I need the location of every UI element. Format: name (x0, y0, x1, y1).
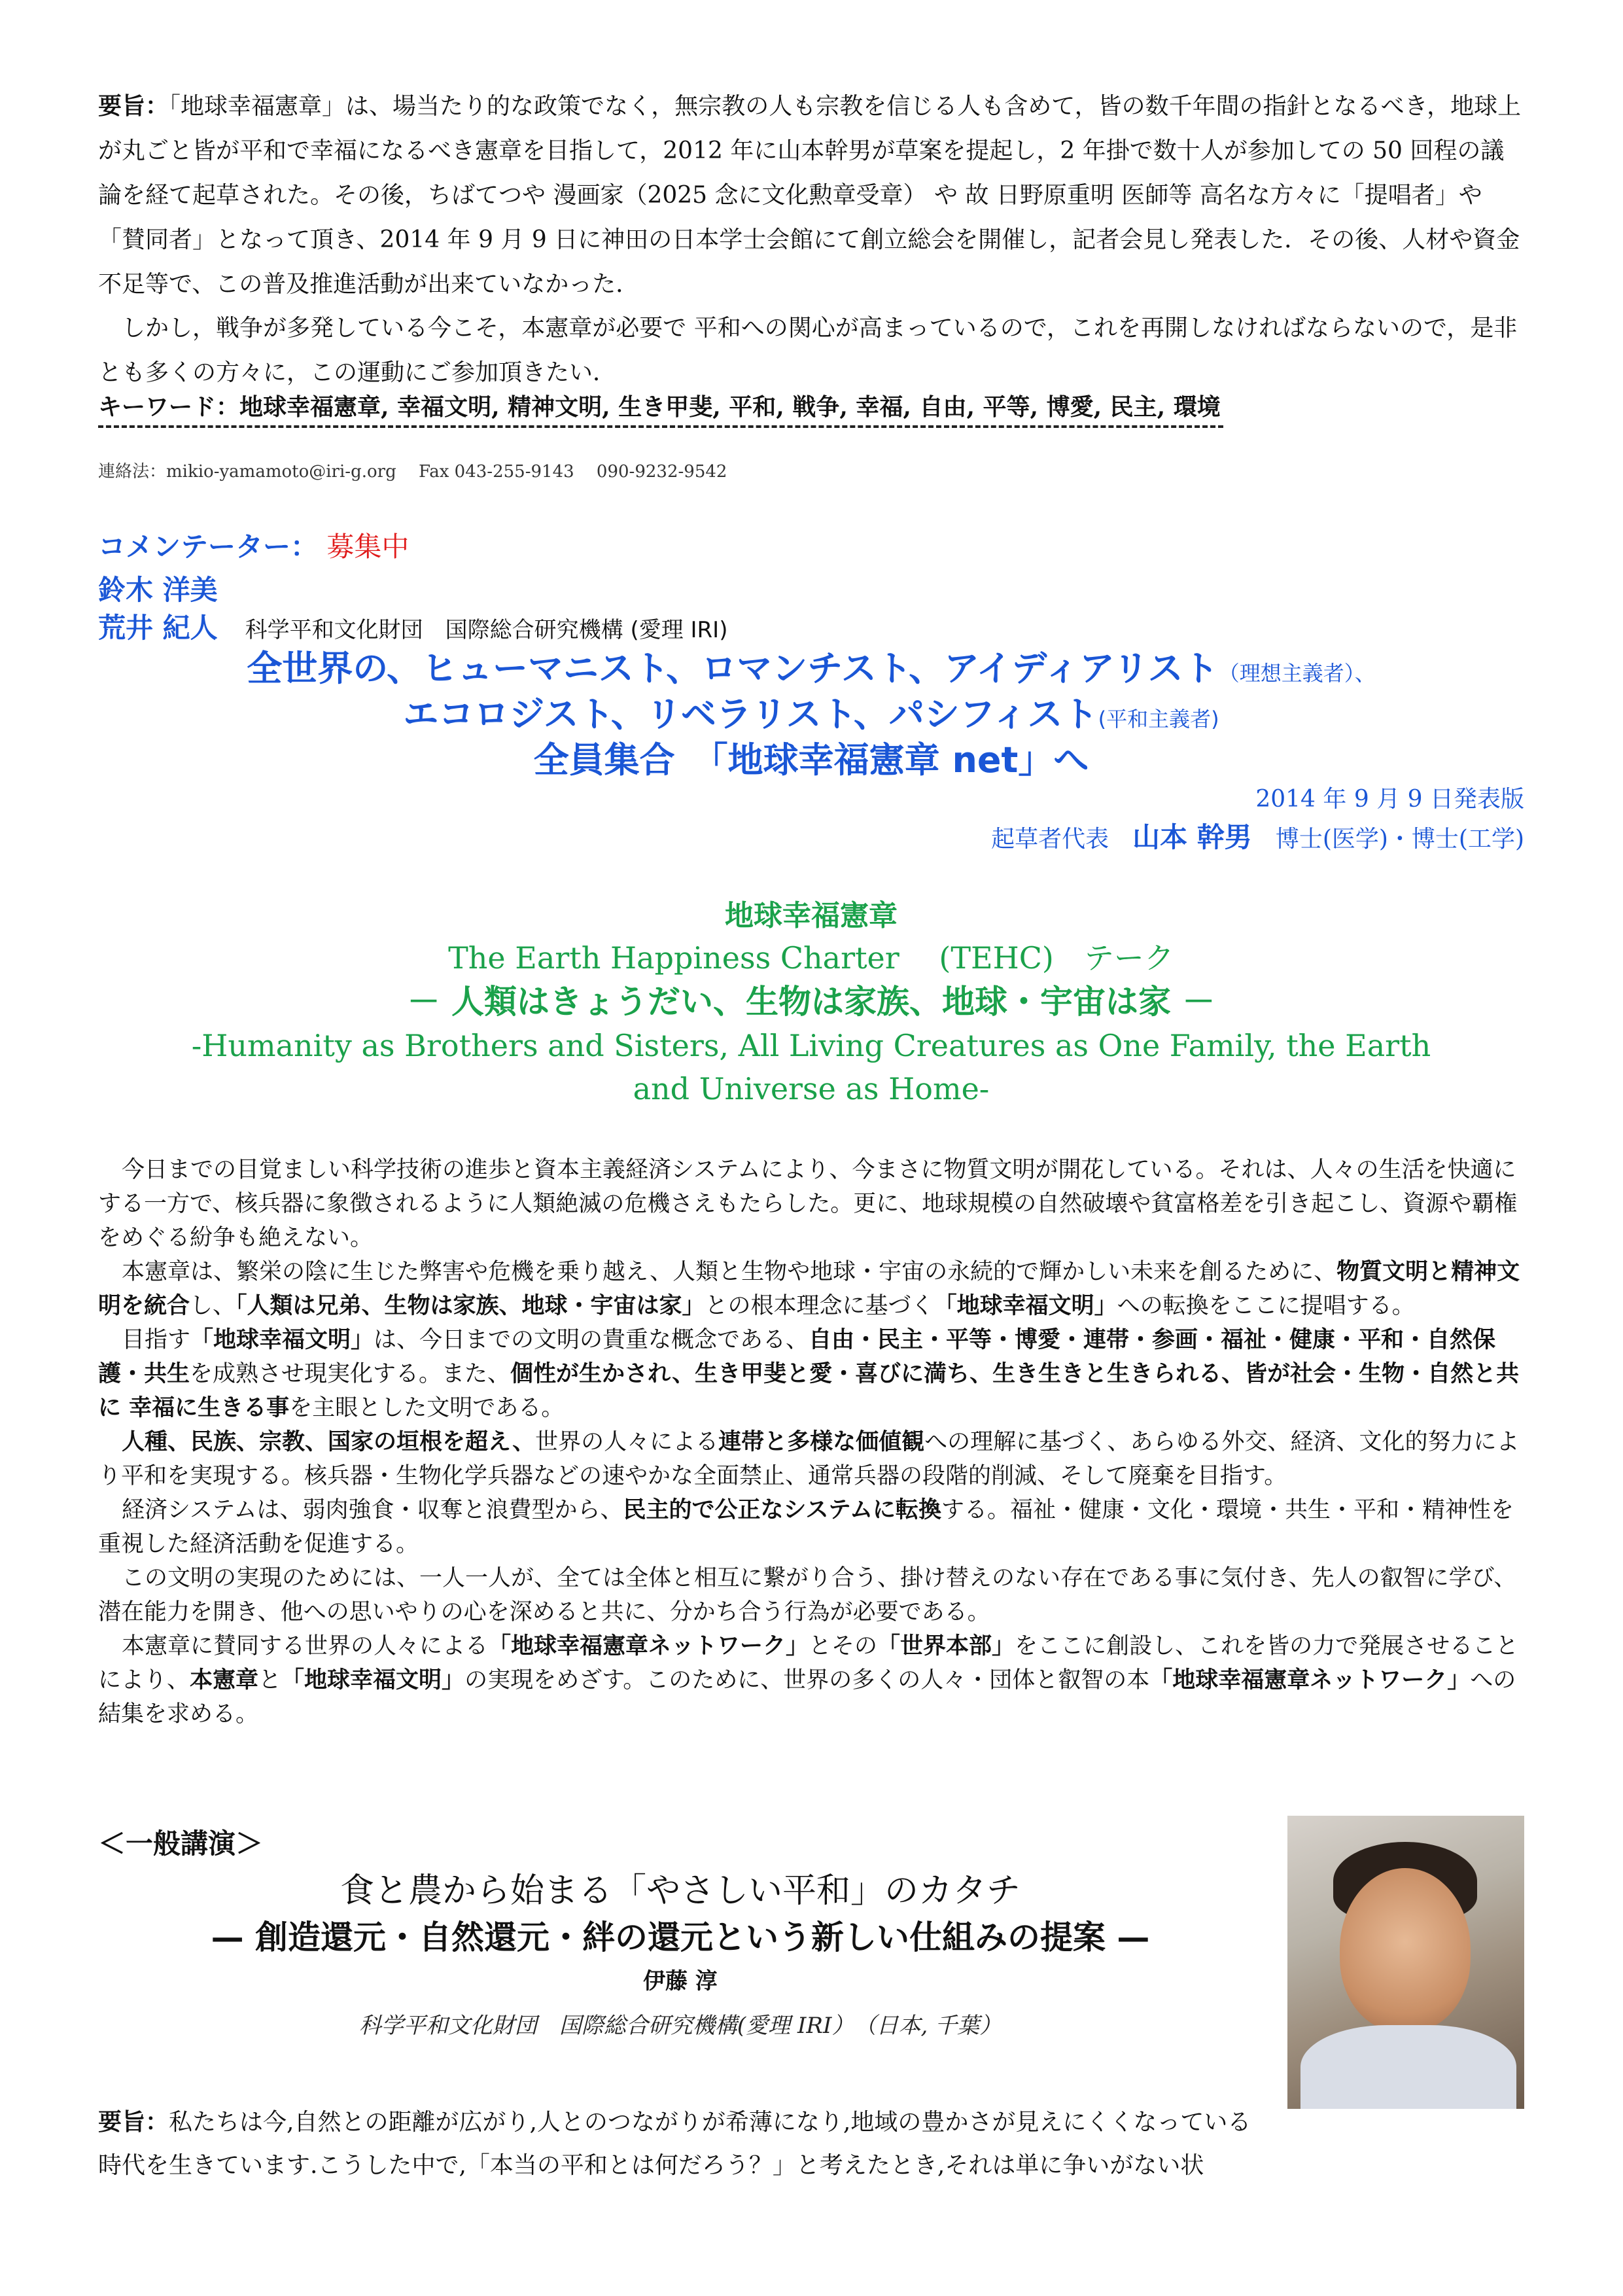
lecture-summary-text: 私たちは今,自然との距離が広がり,人とのつながりが希薄になり,地域の豊かさが見えにくくなっている時代を生きています.こうした中で,「本当の平和とは何だろう？」と考えたとき,それは単に争いがない状 (98, 2109, 1251, 2179)
summary-text: 「地球幸福憲章」は、場当たり的な政策でなく，無宗教の人も宗教を信じる人も含めて，皆の数千年間の指針となるべき，地球上が丸ごと皆が平和で幸福になるべき憲章を目指して，2012 年に山本幹男が草案を提起し，2 年掛で数十人が参加しての 50 回程の議論を経て起草された。その後，ちばてつや 漫画家（2025 念に文化勲章受章） や 故 日野原重明 医師等 高名な方々に「提唱者」や「賛同者」となって頂き、2014 年 9 月 9 日に神田の日本学士会館にて創立総会を開催し，記者会見し発表した．その後、人材や資金不足等で、この普及推進活動が出来ていなかった． (98, 93, 1522, 298)
lecturer-affiliation: 科学平和文化財団 国際総合研究機構(愛理 IRI） （日本, 千葉） (358, 2013, 1002, 2039)
lecturer-photo (1287, 1816, 1524, 2109)
charter-title-en: The Earth Happiness Charter (TEHC) テーク (448, 940, 1174, 976)
body-paragraph-1: 今日までの目覚ましい科学技術の進歩と資本主義経済システムにより、今まさに物質文明が開花している。それは、人々の生活を快適にする一方で、核兵器に象徴されるように人類絶滅の危機さえもたらした。更に、地球規模の自然破壊や貧富格差を引き起こし、資源や覇権をめぐる紛争も絶えない。 (98, 1157, 1518, 1251)
keywords-text: 地球幸福憲章, 幸福文明, 精神文明, 生き甲斐, 平和, 戦争, 幸福, 自由, 平等, 博愛, 民主, 環境 (239, 393, 1221, 421)
lecture-subtitle: — 創造還元・自然還元・絆の還元という新しい仕組みの提案 — (211, 1918, 1150, 1956)
author-line (98, 819, 1524, 858)
version-line: 2014 年 9 月 9 日発表版 (1255, 786, 1524, 813)
slogan-1-note: （理想主義者）、 (1218, 661, 1376, 686)
commentator-2-line (98, 610, 1524, 648)
author-label: 起草者代表 (991, 826, 1109, 853)
author-name: 山本 幹男 (1132, 821, 1252, 853)
lecture-title: 食と農から始まる「やさしい平和」のカタチ (340, 1871, 1021, 1911)
summary-paragraph-2: しかし，戦争が多発している今こそ，本憲章が必要で 平和への関心が高まっているので，これを再開しなければならないので，是非とも多くの方々に，この運動にご参加頂きたい． (98, 315, 1518, 386)
keywords-line (98, 391, 1524, 423)
charter-body (98, 1153, 1524, 1731)
body-paragraph-2: 本憲章は、繁栄の陰に生じた弊害や危機を乗り越え、人類と生物や地球・宇宙の永続的で輝かしい未来を創るために、物質文明と精神文明を統合し、「人類は兄弟、生物は家族、地球・宇宙は家」との根本理念に基づく「地球幸福文明」への転換をここに提唱する。 (98, 1259, 1520, 1319)
slogan-line-2 (98, 692, 1524, 741)
commentator-name-1: 鈴木 洋美 (98, 574, 218, 606)
slogan-2-note: (平和主義者) (1098, 707, 1219, 732)
keywords-label: キーワード： (98, 393, 240, 421)
lecturer-name: 伊藤 淳 (643, 1968, 718, 1994)
commentator-label: コメンテーター： (98, 531, 319, 563)
charter-subtitle-jp: － 人類はきょうだい、生物は家族、地球・宇宙は家 － (407, 983, 1215, 1021)
slogan-line-3: 全員集合 「地球幸福憲章 net」へ (533, 739, 1089, 781)
charter-subtitle-en-2: and Universe as Home- (633, 1071, 990, 1106)
author-title: 博士(医学)・博士(工学) (1275, 826, 1524, 853)
summary-paragraph (98, 84, 1524, 307)
slogan-line-1 (98, 646, 1524, 696)
slogan-1-text: 全世界の、ヒューマニスト、ロマンチスト、アイディアリスト (247, 648, 1219, 689)
body-paragraph-7: 本憲章に賛同する世界の人々による「地球幸福憲章ネットワーク」とその「世界本部」をここに創設し、これを皆の力で発展させることにより、本憲章と「地球幸福文明」の実現をめざす。このために、世界の多くの人々・団体と叡智の本「地球幸福憲章ネットワーク」への結集を求める。 (98, 1633, 1519, 1727)
commentator-line (98, 529, 1524, 565)
body-paragraph-5: 経済システムは、弱肉強食・収奪と浪費型から、民主的で公正なシステムに転換する。福祉・健康・文化・環境・共生・平和・精神性を重視した経済活動を促進する。 (98, 1497, 1514, 1557)
dashed-divider (98, 425, 1223, 428)
contact-line: 連絡法：mikio-yamamoto@iri-g.org Fax 043-255-9143 090-9232-9542 (98, 462, 727, 482)
lecture-summary (98, 2100, 1263, 2187)
charter-subtitle-en-1: -Humanity as Brothers and Sisters, All Living Creatures as One Family, the Earth (191, 1028, 1431, 1063)
commentator-status: 募集中 (326, 531, 410, 563)
body-paragraph-3: 目指す「地球幸福文明」は、今日までの文明の貴重な概念である、自由・民主・平等・博愛・連帯・参画・福祉・健康・平和・自然保護・共生を成熟させ現実化する。また、個性が生かされ、生き甲斐と愛・喜びに満ち、生き生きと生きられる、皆が社会・生物・自然と共に 幸福に生きる事を主眼とした文明である。 (98, 1327, 1520, 1421)
charter-title-jp: 地球幸福憲章 (725, 899, 898, 932)
lecture-label: ＜一般講演＞ (98, 1828, 264, 1860)
body-paragraph-4: 人種、民族、宗教、国家の垣根を超え、世界の人々による連帯と多様な価値観への理解に基づく、あらゆる外交、経済、文化的努力により平和を実現する。核兵器・生物化学兵器などの速やかな全面禁止、通常兵器の段階的削減、そして廃棄を目指す。 (98, 1429, 1520, 1489)
commentator-affiliation: 科学平和文化財団 国際総合研究機構 (愛理 IRI) (245, 617, 728, 643)
commentator-name-2: 荒井 紀人 (98, 612, 218, 644)
summary-label: 要旨： (98, 92, 169, 120)
slogan-2-text: エコロジスト、リベラリスト、パシフィスト (403, 694, 1098, 735)
lecture-summary-label: 要旨： (98, 2108, 169, 2136)
body-paragraph-6: この文明の実現のためには、一人一人が、全ては全体と相互に繋がり合う、掛け替えのない存在である事に気付き、先人の叡智に学び、潜在能力を開き、他への思いやりの心を深めると共に、分かち合う行為が必要である。 (98, 1565, 1517, 1625)
